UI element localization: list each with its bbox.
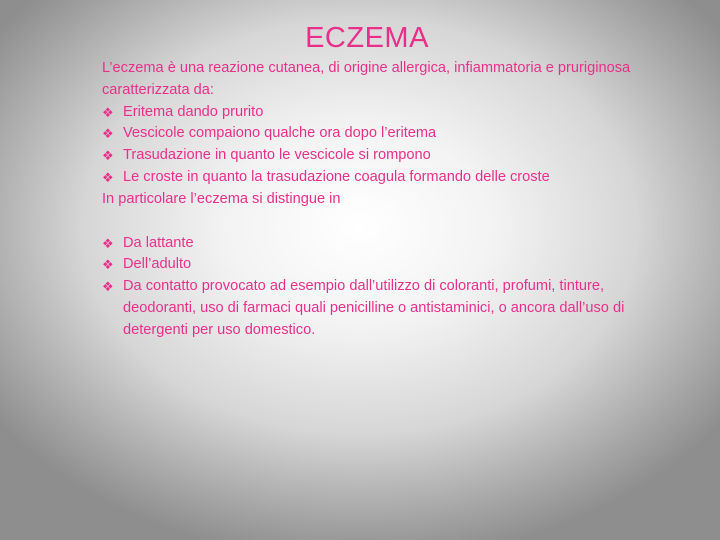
slide-body — [102, 58, 642, 342]
type-text: Da lattante — [123, 234, 194, 251]
diamond-bullet-icon: ❖ — [102, 257, 114, 273]
type-text: Dell’adulto — [123, 256, 192, 273]
intro-text: L’eczema è una reazione cutanea, di origine allergica, infiammatoria e pruriginosa caratterizzata da: — [102, 60, 631, 98]
symptom-text: Eritema dando prurito — [123, 103, 264, 120]
symptom-item — [102, 167, 642, 189]
slide-title: ECZEMA — [305, 22, 429, 54]
diamond-bullet-icon: ❖ — [102, 279, 114, 295]
symptom-item — [102, 123, 642, 145]
spacer — [102, 211, 642, 233]
distinction-text: In particolare l’eczema si distingue in — [102, 190, 341, 207]
diamond-bullet-icon: ❖ — [102, 104, 114, 120]
diamond-bullet-icon: ❖ — [102, 126, 114, 142]
diamond-bullet-icon: ❖ — [102, 148, 114, 164]
symptom-text: Trasudazione in quanto le vescicole si rompono — [123, 147, 431, 164]
type-item — [102, 233, 642, 255]
symptom-item — [102, 145, 642, 167]
type-text: Da contatto provocato ad esempio dall’utilizzo di coloranti, profumi, tinture, deodoranti, uso di farmaci quali penicilline o antistaminici, o ancora dall’uso di detergenti per uso domestico. — [123, 278, 625, 338]
type-item — [102, 254, 642, 276]
symptom-item — [102, 102, 642, 124]
diamond-bullet-icon: ❖ — [102, 169, 114, 185]
diamond-bullet-icon: ❖ — [102, 235, 114, 251]
symptom-text: Vescicole compaiono qualche ora dopo l’eritema — [123, 125, 437, 142]
symptom-text: Le croste in quanto la trasudazione coagula formando delle croste — [123, 168, 550, 185]
type-item — [102, 276, 642, 341]
